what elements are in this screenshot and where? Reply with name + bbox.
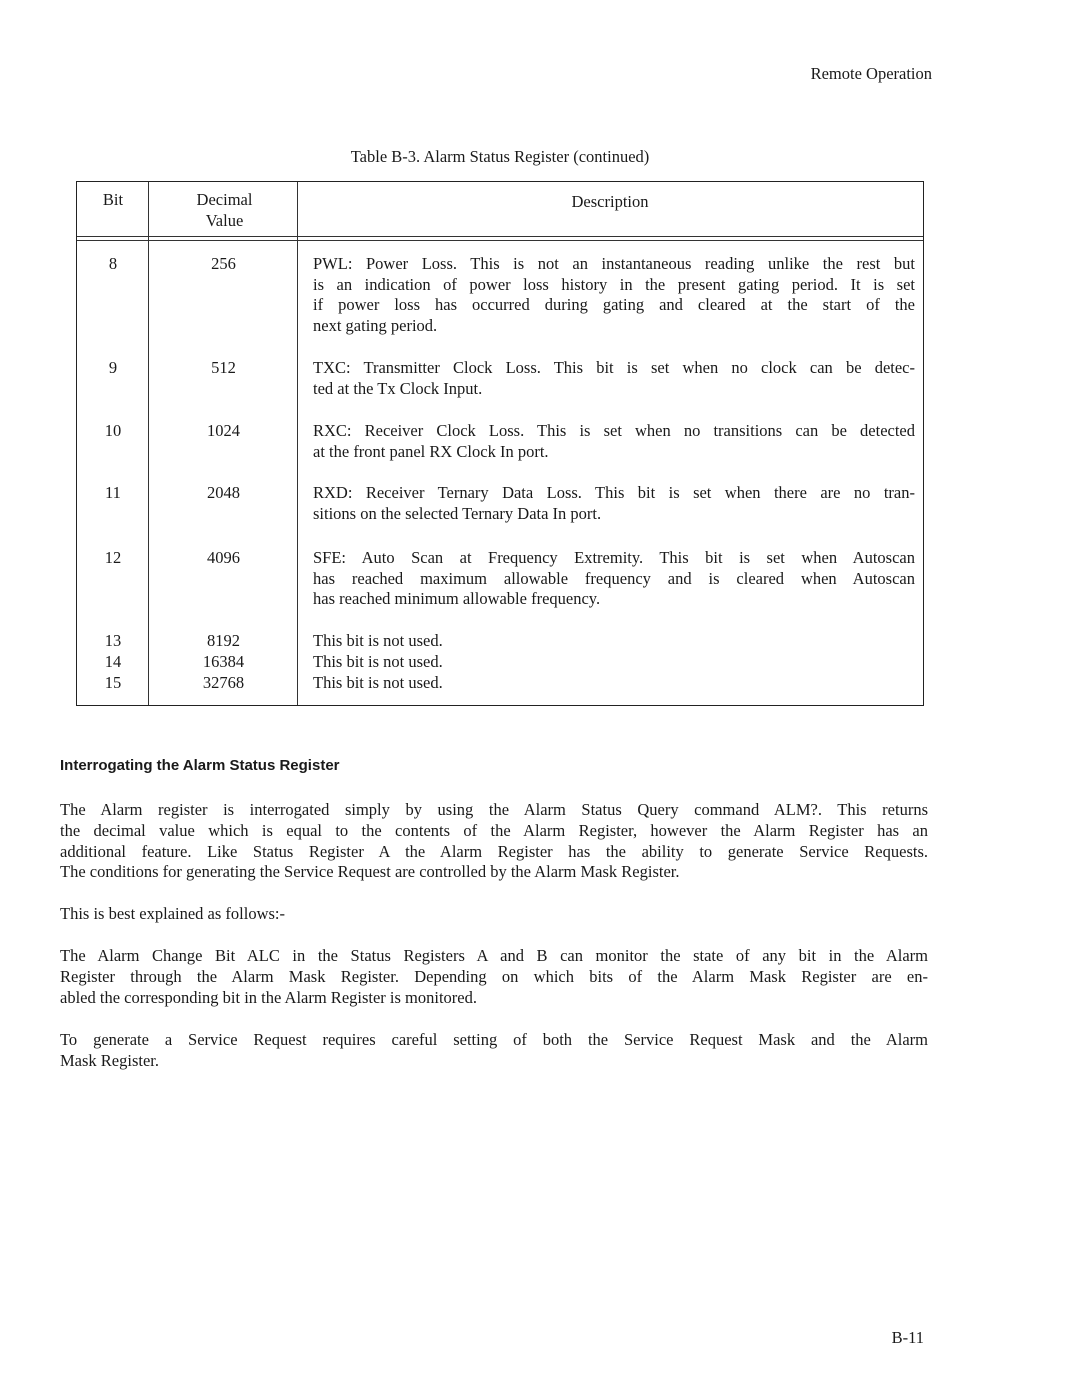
description-line: TXC: Transmitter Clock Loss. This bit is set when no clock can be detec-: [313, 358, 915, 377]
description-cell: [313, 254, 915, 337]
decimal-value-cell: 32768: [202, 673, 245, 692]
body-paragraph: [60, 800, 928, 883]
decimal-value-cell: 4096: [207, 548, 240, 567]
paragraph-line: abled the corresponding bit in the Alarm Register is monitored.: [60, 987, 477, 1007]
bit-cell: 8: [108, 254, 118, 273]
description-cell: [313, 421, 915, 462]
paragraph-line: This is best explained as follows:-: [60, 904, 286, 923]
column-header-bit: Bit: [102, 190, 124, 209]
description-line: This bit is not used.: [313, 673, 443, 692]
description-cell: [313, 548, 915, 610]
body-paragraph: [60, 946, 928, 1008]
description-line: This bit is not used.: [313, 631, 443, 650]
decimal-value-cell: 16384: [202, 652, 245, 671]
paragraph-line: Mask Register.: [60, 1050, 159, 1070]
bit-cell: 12: [104, 548, 122, 567]
description-line: has reached maximum allowable frequency and is cleared when Autoscan: [313, 568, 915, 588]
description-line: at the front panel RX Clock In port.: [313, 441, 549, 461]
bit-cell: 15: [104, 673, 122, 692]
description-line: sitions on the selected Ternary Data In port.: [313, 503, 602, 523]
decimal-value-cell: 256: [211, 254, 236, 273]
description-line: is an indication of power loss history in the present gating period. It is set: [313, 274, 915, 294]
description-line: RXC: Receiver Clock Loss. This is set when no transitions can be detected: [313, 421, 915, 440]
column-header-description: Description: [571, 192, 649, 211]
description-line: This bit is not used.: [313, 652, 443, 671]
body-paragraph: [60, 904, 928, 925]
paragraph-line: Register through the Alarm Mask Register. Depending on which bits of the Alarm Mask Register are en-: [60, 966, 928, 986]
alarm-status-table: [76, 181, 924, 706]
description-cell: [313, 631, 915, 652]
description-line: PWL: Power Loss. This is not an instantaneous reading unlike the rest but: [313, 254, 915, 273]
bit-cell: 14: [104, 652, 122, 671]
paragraph-line: To generate a Service Request requires careful setting of both the Service Request Mask and the Alarm: [60, 1030, 928, 1049]
description-cell: [313, 483, 915, 524]
bit-cell: 9: [108, 358, 118, 377]
description-cell: [313, 358, 915, 399]
column-header-decimal-value: Decimal Value: [196, 190, 253, 230]
description-line: next gating period.: [313, 316, 438, 336]
paragraph-line: The Alarm Change Bit ALC in the Status Registers A and B can monitor the state of any bit in the Alarm: [60, 946, 928, 965]
description-line: if power loss has occurred during gating and cleared at the start of the: [313, 295, 915, 315]
page-number: B-11: [891, 1328, 924, 1347]
section-heading: Interrogating the Alarm Status Register: [60, 757, 340, 774]
bit-cell: 10: [104, 421, 122, 440]
paragraph-line: additional feature. Like Status Register A the Alarm Register has the ability to generate Service Requests.: [60, 841, 928, 861]
description-cell: [313, 652, 915, 673]
table-caption: Table B-3. Alarm Status Register (continued): [350, 147, 650, 166]
description-cell: [313, 673, 915, 694]
bit-cell: 11: [105, 483, 121, 502]
decimal-value-cell: 512: [211, 358, 236, 377]
description-line: ted at the Tx Clock Input.: [313, 378, 483, 398]
decimal-value-cell: 1024: [207, 421, 240, 440]
paragraph-line: The conditions for generating the Service Request are controlled by the Alarm Mask Register.: [60, 862, 680, 882]
paragraph-line: the decimal value which is equal to the contents of the Alarm Register, however the Alarm Register has an: [60, 820, 928, 840]
bit-cell: 13: [104, 631, 122, 650]
paragraph-line: The Alarm register is interrogated simply by using the Alarm Status Query command ALM?. This returns: [60, 800, 928, 819]
description-line: SFE: Auto Scan at Frequency Extremity. This bit is set when Autoscan: [313, 548, 915, 567]
header-divider: [77, 240, 923, 241]
description-line: RXD: Receiver Ternary Data Loss. This bit is set when there are no tran-: [313, 483, 915, 502]
running-header: Remote Operation: [810, 64, 932, 83]
decimal-value-cell: 2048: [207, 483, 240, 502]
header-divider: [77, 236, 923, 237]
body-paragraph: [60, 1030, 928, 1072]
decimal-value-cell: 8192: [207, 631, 240, 650]
description-line: has reached minimum allowable frequency.: [313, 589, 601, 609]
